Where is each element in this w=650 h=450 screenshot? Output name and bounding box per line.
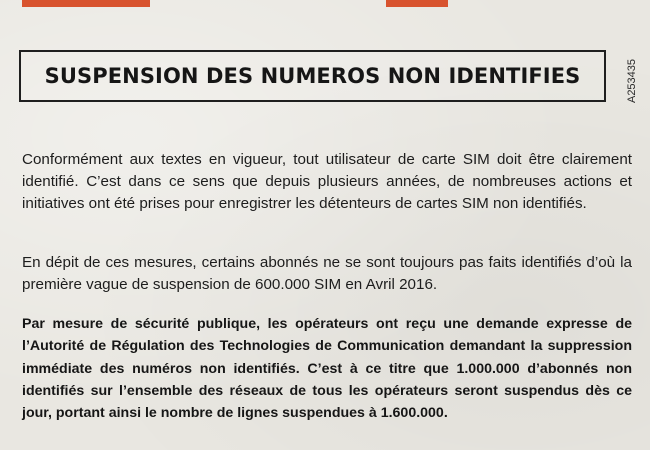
reference-code: A253435 <box>626 58 639 104</box>
top-color-strip-right <box>386 0 448 7</box>
top-color-strip-left <box>22 0 150 7</box>
paragraph-intro: Conformément aux textes en vigueur, tout utilisateur de carte SIM doit être clairement identifié. C’est dans ce sens que depuis plusieurs années, de nombreuses actions et initiatives ont été prises pour enregistrer les détenteurs de cartes SIM non identifiés. <box>22 151 632 212</box>
paragraph-security-measure: Par mesure de sécurité publique, les opérateurs ont reçu une demande expresse de l’Autorité de Régulation des Technologies de Communication demandant la suppression immédiate des numéros non identifiés. C’est à ce titre que 1.000.000 d’abonnés non identifiés sur l’ensemble des réseaux de tous les opérateurs seront suspendus dès ce jour, portant ainsi le nombre de lignes suspendues à 1.600.000. <box>22 316 632 422</box>
title-frame <box>19 50 606 102</box>
notice-title: SUSPENSION DES NUMEROS NON IDENTIFIES <box>44 64 581 88</box>
reference-code-container <box>622 48 642 114</box>
paragraph-first-suspension: En dépit de ces mesures, certains abonnés ne se sont toujours pas faits identifiés d’où la première vague de suspension de 600.000 SIM en Avril 2016. <box>22 254 632 293</box>
